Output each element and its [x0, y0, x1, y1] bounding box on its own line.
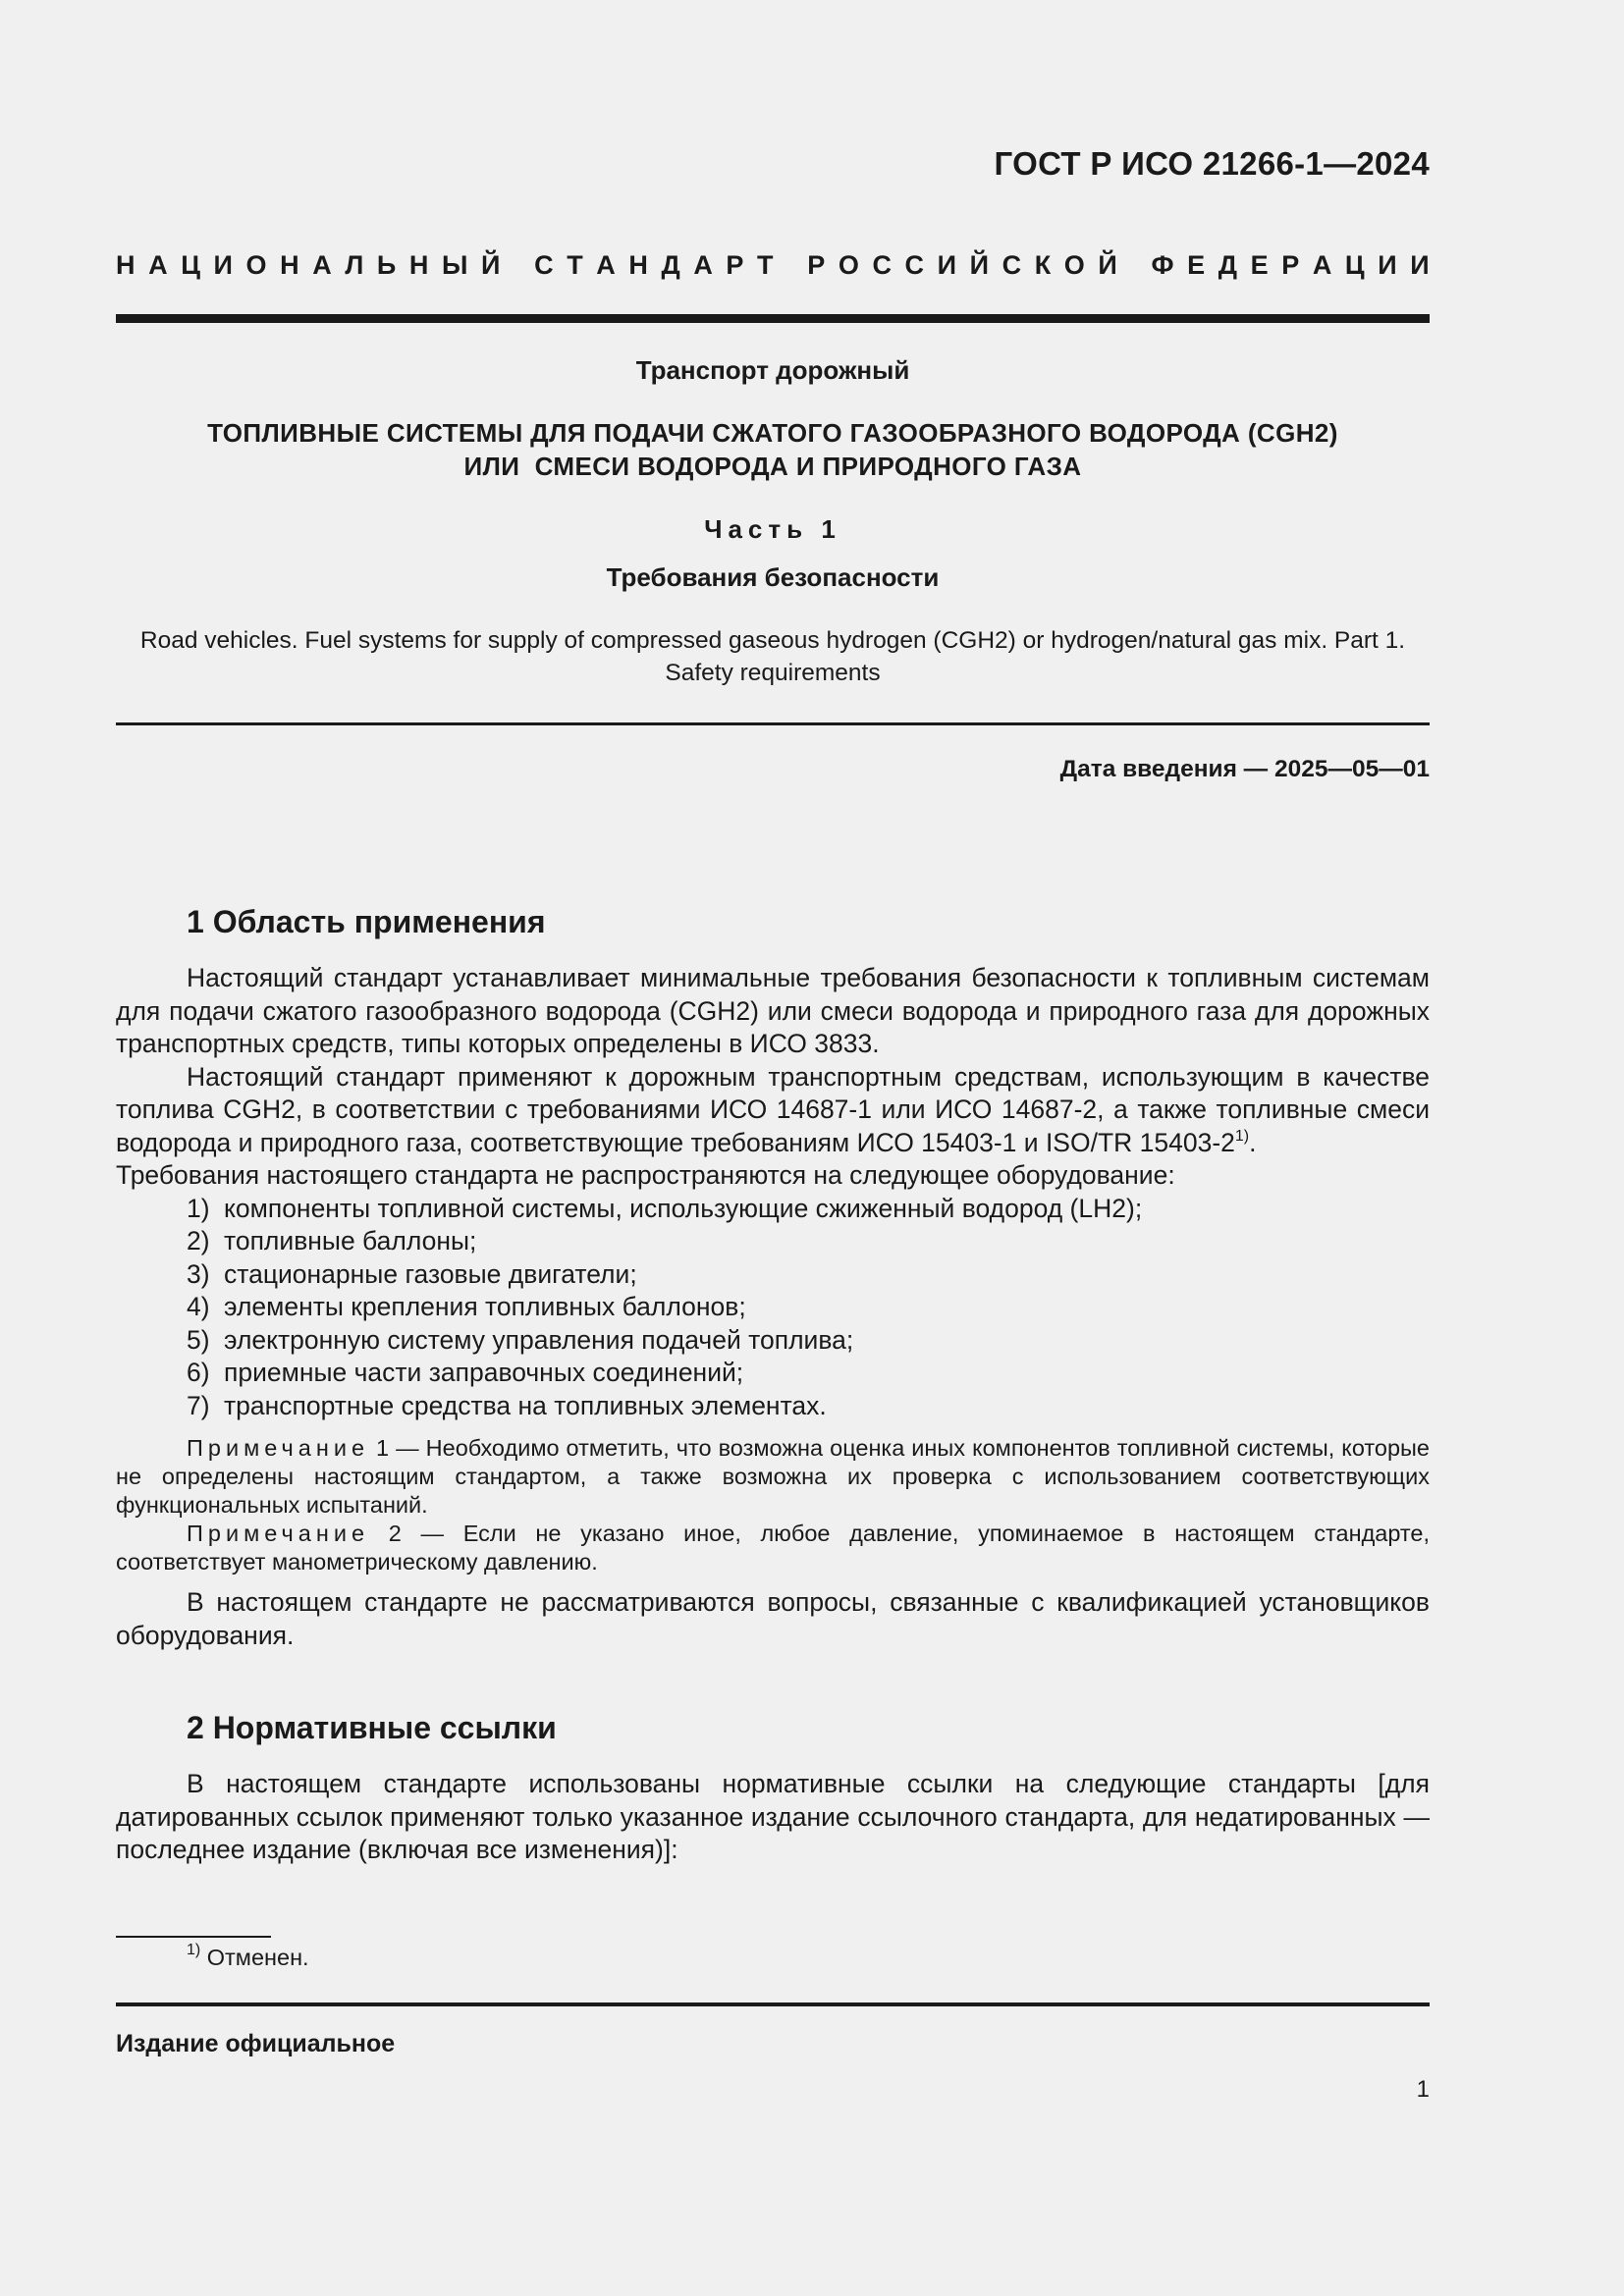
subtitle: Требования безопасности: [606, 562, 940, 592]
banner-letter: С: [534, 250, 554, 280]
footer-rule: [116, 2002, 1430, 2006]
banner-letter: Т: [567, 250, 583, 280]
banner-letter: Д: [1218, 250, 1238, 280]
banner-letter: С: [904, 250, 925, 280]
banner-letter: Ц: [1344, 250, 1365, 280]
list-item-number: 7): [187, 1390, 210, 1420]
list-item: [116, 1357, 1430, 1390]
exclusion-list: [116, 1193, 1430, 1423]
effective-date: Дата введения — 2025—05—01: [1059, 756, 1430, 782]
list-item-number: 4): [187, 1292, 210, 1321]
banner-letter: [786, 250, 794, 281]
banner-letter: Й: [969, 250, 990, 280]
list-item-text: топливные баллоны;: [224, 1226, 477, 1255]
main-title-line-1: ТОПЛИВНЫЕ СИСТЕМЫ ДЛЯ ПОДАЧИ СЖАТОГО ГАЗООБРАЗНОГО ВОДОРОДА (CGH2): [207, 418, 1338, 448]
banner-letter: О: [838, 250, 859, 280]
banner-letter: Л: [345, 250, 364, 280]
banner-letter: Й: [1098, 250, 1117, 280]
page-number: 1: [1416, 2076, 1430, 2103]
banner-letter: С: [872, 250, 892, 280]
banner-letter: С: [1001, 250, 1022, 280]
section-1-paragraph-1: Настоящий стандарт устанавливает минимальные требования безопасности к топливным системам для подачи сжатого газообразного водорода (CGH2) или смеси водорода и природного газа для дорожных транспортных средств, типы которых определены в ИСО 3833.: [116, 963, 1430, 1058]
english-title-line-1: Road vehicles. Fuel systems for supply of compressed gaseous hydrogen (CGH2) or hydrogen/natural gas mix. Part 1.: [139, 627, 1406, 654]
banner-letter: Н: [408, 250, 429, 280]
banner-letter: Д: [661, 250, 680, 280]
banner-letter: А: [1312, 250, 1332, 280]
banner-letter: Н: [628, 250, 648, 280]
banner-letter: Ц: [181, 250, 200, 280]
banner-letter: А: [693, 250, 713, 280]
banner-letter: [1130, 250, 1138, 281]
banner-letter: Р: [1281, 250, 1300, 280]
list-item-number: 2): [187, 1226, 210, 1255]
banner-letter: К: [1034, 250, 1052, 280]
banner-letter: Ь: [376, 250, 397, 280]
section-1-body: [116, 962, 1430, 1652]
note-1: Примечание 1 — Необходимо отметить, что возможна оценка иных компонентов топливной системы, которые не определены настоящим стандартом, а также возможна их проверка с использованием соответствующих функциональных испытаний.: [116, 1435, 1431, 1518]
banner-letter: Ы: [441, 250, 468, 280]
section-1-paragraph-3: Требования настоящего стандарта не распространяются на следующее оборудование:: [116, 1160, 1175, 1190]
banner-letter: И: [213, 250, 233, 280]
banner-letter: И: [1378, 250, 1397, 280]
section-2-body: [116, 1768, 1430, 1867]
footnote: $^{1)}$ Отменен.: [187, 1942, 309, 1970]
list-item: [116, 1193, 1430, 1226]
list-item-text: элементы крепления топливных баллонов;: [224, 1292, 746, 1321]
section-1-heading: 1 Область применения: [187, 904, 546, 939]
banner-letter: Ф: [1151, 250, 1174, 280]
banner-letter: А: [596, 250, 616, 280]
section-1-paragraph-4: В настоящем стандарте не рассматриваются вопросы, связанные с квалификацией установщиков оборудования.: [116, 1587, 1430, 1650]
list-item-number: 1): [187, 1193, 210, 1223]
main-title-line-2: ИЛИ СМЕСИ ВОДОРОДА И ПРИРОДНОГО ГАЗА: [463, 452, 1082, 481]
list-item: [116, 1291, 1430, 1324]
banner-letter: А: [312, 250, 332, 280]
list-item-text: стационарные газовые двигатели;: [224, 1258, 637, 1289]
english-title: [116, 624, 1430, 689]
list-item-text: электронную систему управления подачей топлива;: [224, 1324, 854, 1355]
list-item-number: 6): [187, 1358, 210, 1387]
note-2: Примечание 2 — Если не указано иное, любое давление, упоминаемое в настоящем стандарте, соответствует манометрическому давлению.: [116, 1521, 1431, 1575]
document-code: ГОСТ Р ИСО 21266-1—2024: [994, 145, 1430, 182]
banner-letter: Е: [1187, 250, 1206, 280]
national-standard-banner: [116, 250, 1430, 281]
edition-label: Издание официальное: [116, 2030, 396, 2057]
header-rule: [116, 314, 1430, 323]
list-item-text: приемные части заправочных соединений;: [224, 1358, 744, 1387]
section-2-heading: 2 Нормативные ссылки: [187, 1710, 557, 1745]
banner-letter: [514, 250, 521, 281]
list-item: [116, 1324, 1430, 1358]
list-item: [116, 1258, 1430, 1292]
part-label: Часть 1: [704, 514, 841, 544]
banner-letter: О: [1063, 250, 1085, 280]
list-item: [116, 1225, 1430, 1258]
banner-letter: Н: [116, 250, 135, 280]
banner-letter: Й: [480, 250, 501, 280]
title-rule: [116, 722, 1430, 725]
banner-letter: Н: [280, 250, 299, 280]
main-title: [116, 416, 1430, 483]
footnote-ref: 1): [1234, 1127, 1250, 1145]
banner-letter: Т: [757, 250, 774, 280]
banner-letter: И: [1410, 250, 1430, 280]
section-1-paragraph-2: Настоящий стандарт применяют к дорожным транспортным средствам, использующим в качестве топлива CGH2, в соответствии с требованиями ИСО 14687-1 или ИСО 14687-2, а также топливные смеси водорода и природного газа, соответствующие требованиям ИСО 15403-1 и ISO/TR 15403-2$^{1)}$.: [116, 1061, 1430, 1157]
section-2-paragraph-1: В настоящем стандарте использованы нормативные ссылки на следующие стандарты [для датированных ссылок применяют только указанное издание ссылочного стандарта, для недатированных — последнее издание (включая все изменения)]:: [116, 1769, 1430, 1864]
banner-letter: Р: [807, 250, 826, 280]
domain-title: Транспорт дорожный: [635, 355, 910, 385]
footnote-rule: [116, 1936, 271, 1938]
list-item-text: транспортные средства на топливных элементах.: [224, 1390, 827, 1420]
banner-letter: О: [245, 250, 267, 280]
list-item-number: 5): [187, 1324, 210, 1355]
banner-letter: И: [937, 250, 957, 280]
list-item: [116, 1390, 1430, 1423]
list-item-text: компоненты топливной системы, использующие сжиженный водород (LH2);: [224, 1193, 1143, 1223]
list-item-number: 3): [187, 1258, 210, 1289]
banner-letter: Р: [726, 250, 744, 280]
banner-letter: Е: [1250, 250, 1269, 280]
banner-letter: А: [148, 250, 168, 280]
english-title-line-2: Safety requirements: [665, 660, 881, 686]
